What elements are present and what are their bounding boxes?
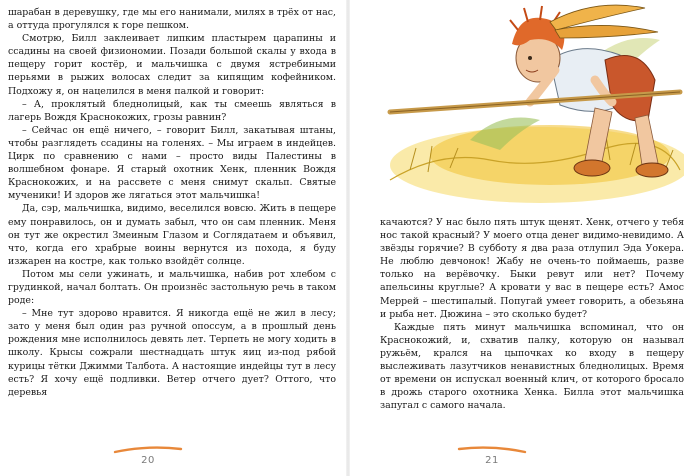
page-number-right (452, 446, 532, 470)
paragraph: шарабан в деревушку, где мы его нанимали, милях в трёх от нас, а оттуда прогулялся к горе пешком. (8, 7, 336, 32)
page-number: 21 (485, 455, 499, 466)
paragraph: Потом мы сели ужинать, и мальчишка, набив рот хлебом с грудинкой, начал болтать. Он произнёс застольную речь в таком роде: (8, 268, 336, 307)
paragraph: качаются? У нас было пять штук щенят. Хенк, отчего у тебя нос такой красный? У моего отца денег видимо-невидимо. А звёзды горячие? В субботу я два раза отлупил Эда Уокера. Не люблю девчонок! Жабу не очень-то поймаешь, разве только на верёвочку. Быки ревут или нет? Почему апельсины круглые? А кровати у вас в пещере есть? Амос Меррей – шестипалый. Попугай умеет говорить, а обезьяна и рыба нет. Дюжина – это сколько будет? (380, 217, 684, 320)
paragraph: Да, сэр, мальчишка, видимо, веселился вовсю. Жить в пещере ему понравилось, он и думать забыл, что он сам пленник. Меня он тут же окрестил Змеиным Глазом и Соглядатаем и объявил, что, когда его храбрые воины вернутся из похода, я буду изжарен на костре, как только взойдёт солнце. (8, 203, 336, 267)
page-number: 20 (141, 455, 155, 466)
paragraph: – А, проклятый бледнолицый, как ты смеешь являться в лагерь Вождя Краснокожих, грозы равнин? (8, 98, 336, 123)
left-page-text (8, 6, 336, 399)
orange-swoosh-icon (113, 446, 183, 454)
right-page-text (380, 216, 684, 412)
paragraph: – Сейчас он ещё ничего, – говорит Билл, закатывая штаны, чтобы разглядеть ссадины на голенях. – Мы играем в индейцев. Цирк по сравнению с нами – просто виды Палестины в волшебном фонаре. Я старый охотник Хенк, пленник Вождя Краснокожих, и на рассвете с меня снимут скальп. Святые мученики! И здоров же лягаться этот мальчишка! (8, 124, 336, 202)
right-page (348, 0, 696, 476)
paragraph: – Мне тут здорово нравится. Я никогда ещё не жил в лесу; зато у меня был один раз ручной опоссум, а в прошлый день рождения мне исполнилось девять лет. Терпеть не могу ходить в школу. Крысы сожрали шестнадцать штук яиц из-под рябой курицы тётки Джимми Талбота. А настоящие индейцы тут в лесу есть? Я хочу ещё подливки. Ветер отчего дует? Оттого, что деревья (8, 308, 336, 398)
orange-swoosh-icon (457, 446, 527, 454)
paragraph: Смотрю, Билл заклеивает липким пластырем царапины и ссадины на своей физиономии. Позади большой скалы у входа в пещеру горит костёр, и мальчишка с двумя ястребиными перьями в рыжих волосах следит за кипящим кофейником. Подхожу я, он нацелился в меня палкой и говорит: (8, 33, 336, 97)
page-number-left (108, 446, 188, 470)
boy-with-stick-illustration (380, 0, 684, 206)
paragraph: Каждые пять минут мальчишка вспоминал, что он Краснокожий, и, схватив палку, которую он называл ружьём, крался на цыпочках ко входу в пещеру выслеживать лазутчиков ненавистных бледнолицых. Время от времени он испускал военный клич, от которого бросало в дрожь старого охотника Хенка. Билла этот мальчишка запугал с самого начала. (380, 321, 684, 412)
illustration-drawing (380, 0, 684, 206)
